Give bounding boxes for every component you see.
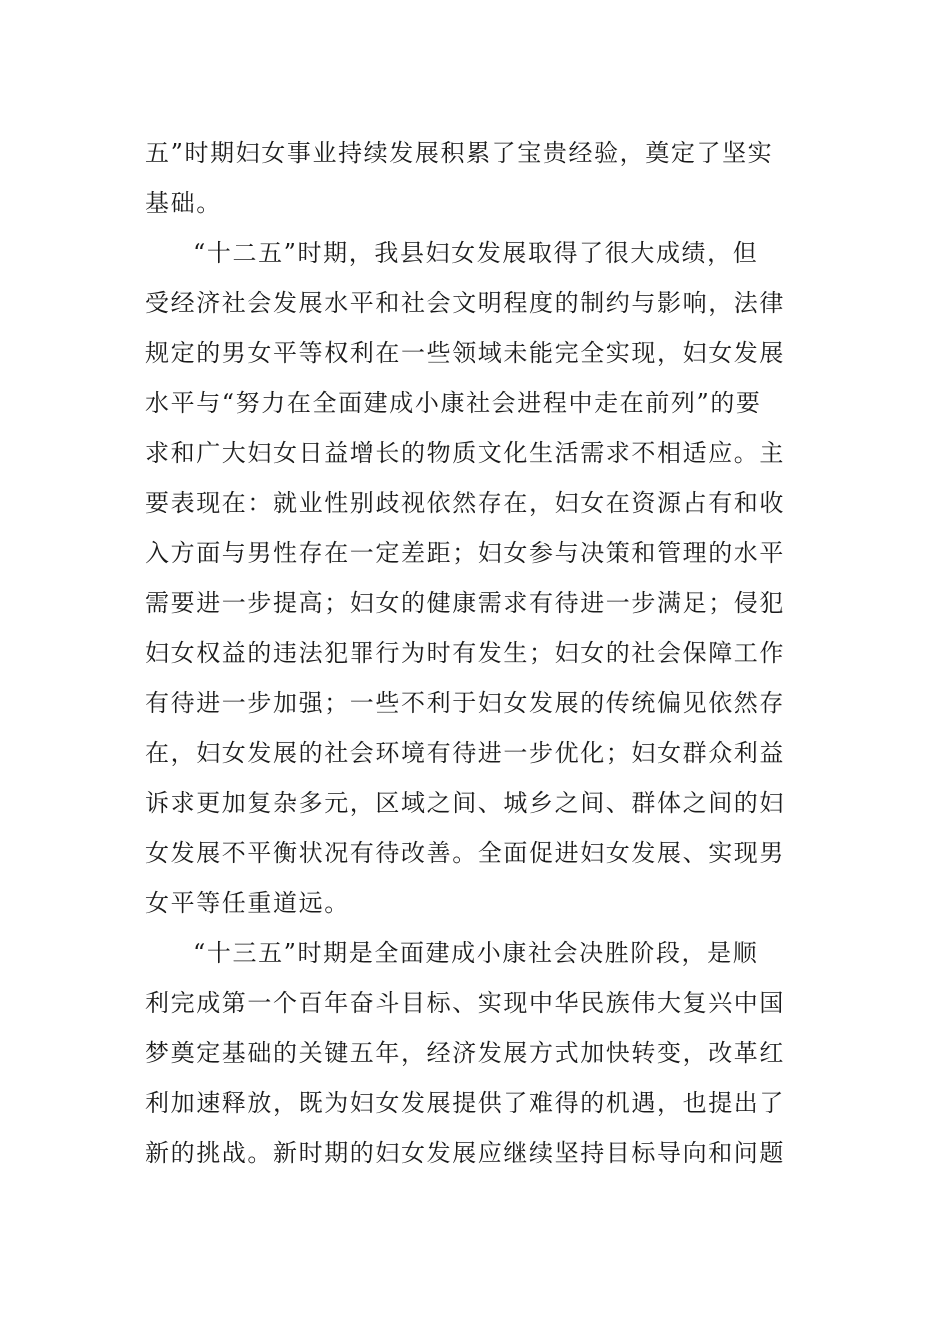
text-line: 要表现在：就业性别歧视依然存在，妇女在资源占有和收 <box>145 489 785 517</box>
text-line: 梦奠定基础的关键五年，经济发展方式加快转变，改革红 <box>145 1039 785 1067</box>
text-line: 需要进一步提高；妇女的健康需求有待进一步满足；侵犯 <box>145 589 785 617</box>
text-line: 诉求更加复杂多元，区域之间、城乡之间、群体之间的妇 <box>145 789 785 817</box>
paragraph-first-line: “十三五”时期是全面建成小康社会决胜阶段，是顺 <box>193 939 759 967</box>
text-line: 利完成第一个百年奋斗目标、实现中华民族伟大复兴中国 <box>145 989 785 1017</box>
text-line: 入方面与男性存在一定差距；妇女参与决策和管理的水平 <box>145 539 785 567</box>
text-line: 女发展不平衡状况有待改善。全面促进妇女发展、实现男 <box>145 839 785 867</box>
text-line: 利加速释放，既为妇女发展提供了难得的机遇，也提出了 <box>145 1089 785 1117</box>
body-text <box>145 128 785 1178</box>
text-line: 受经济社会发展水平和社会文明程度的制约与影响，法律 <box>145 289 785 317</box>
text-line: 水平与“努力在全面建成小康社会进程中走在前列”的要 <box>145 389 762 417</box>
text-line: 有待进一步加强；一些不利于妇女发展的传统偏见依然存 <box>145 689 785 717</box>
text-line: 妇女权益的违法犯罪行为时有发生；妇女的社会保障工作 <box>145 639 785 667</box>
paragraph-first-line: “十二五”时期，我县妇女发展取得了很大成绩，但 <box>193 239 759 267</box>
text-line: 五”时期妇女事业持续发展积累了宝贵经验，奠定了坚实 <box>145 139 774 167</box>
text-line: 新的挑战。新时期的妇女发展应继续坚持目标导向和问题 <box>145 1139 785 1167</box>
text-line: 女平等任重道远。 <box>145 889 350 917</box>
text-line: 规定的男女平等权利在一些领域未能完全实现，妇女发展 <box>145 339 785 367</box>
text-line: 在，妇女发展的社会环境有待进一步优化；妇女群众利益 <box>145 739 785 767</box>
text-line: 求和广大妇女日益增长的物质文化生活需求不相适应。主 <box>145 439 785 467</box>
text-line: 基础。 <box>145 189 222 217</box>
